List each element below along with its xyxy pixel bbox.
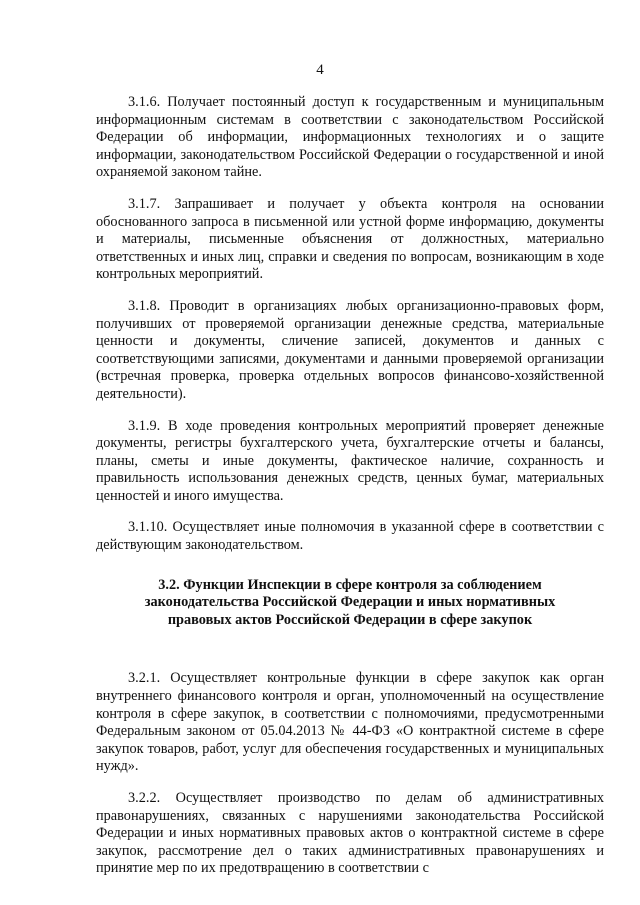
paragraph-3-1-9: 3.1.9. В ходе проведения контрольных мероприятий проверяет денежные документы, регистры бухгалтерского учета, бухгалтерские отчеты и балансы, планы, сметы и иные документы, фактическое наличие, сохранность и правильность использования денежных средств, ценных бумаг, материальных ценностей и иного имущества. [96, 417, 604, 504]
paragraph-3-1-6: 3.1.6. Получает постоянный доступ к государственным и муниципальным информационным системам в соответствии с законодательством Российской Федерации об информации, информационных технологиях и о защите информации, законодательством Российской Федерации о государственной и иной охраняемой законом тайне. [96, 94, 604, 181]
page-number: 4 [316, 62, 324, 78]
paragraph-3-1-8: 3.1.8. Проводит в организациях любых организационно-правовых форм, получивших от проверяемой организации денежные средства, материальные ценности и документы, сличение записей, документов и данных с соответствующими записями, документами и данными проверяемой организации (встречная проверка, проверка отдельных вопросов финансово-хозяйственной деятельности). [96, 297, 604, 402]
paragraph-3-1-7: 3.1.7. Запрашивает и получает у объекта контроля на основании обоснованного запроса в письменной или устной форме информацию, документы и материалы, письменные объяснения от должностных, материально ответственных и иных лиц, справки и сведения по вопросам, возникающим в ходе контрольных мероприятий. [96, 195, 604, 283]
section-heading-3-2: 3.2. Функции Инспекции в сфере контроля за соблюдением законодательства Российской Федерации и иных нормативных правовых актов Российской Федерации в сфере закупок [144, 576, 556, 628]
paragraph-3-2-1: 3.2.1. Осуществляет контрольные функции в сфере закупок как орган внутреннего финансового контроля и орган, уполномоченный на осуществление контроля в сфере закупок, в соответствии с полномочиями, предусмотренными Федеральным законом от 05.04.2013 № 44-ФЗ «О контрактной системе в сфере закупок товаров, работ, услуг для обеспечения государственных и муниципальных нужд». [96, 670, 604, 775]
paragraph-3-1-10: 3.1.10. Осуществляет иные полномочия в указанной сфере в соответствии с действующим законодательством. [96, 519, 604, 554]
document-body [96, 94, 604, 878]
paragraph-3-2-2: 3.2.2. Осуществляет производство по делам об административных правонарушениях, связанных с нарушениями законодательства Российской Федерации и иных нормативных правовых актов о контрактной системе в сфере закупок, рассмотрение дел о таких административных правонарушениях и принятие мер по их предотвращению в соответствии с [96, 790, 604, 877]
